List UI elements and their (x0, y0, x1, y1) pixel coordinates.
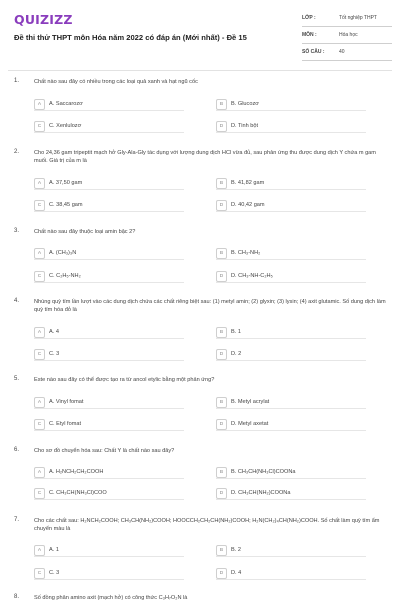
option-letter: D (216, 271, 227, 282)
meta-label: SỐ CÂU : (302, 49, 325, 55)
option-b[interactable] (216, 466, 366, 479)
option-text: D. Tinh bột (231, 123, 259, 129)
option-letter: D (216, 200, 227, 211)
meta-label: MÔN : (302, 32, 317, 38)
option-text: B. 41,82 gam (231, 180, 265, 186)
option-text: A. Saccarozơ (49, 101, 83, 107)
option-letter: C (34, 121, 45, 132)
question-number: 2. (14, 149, 20, 155)
question-number: 4. (14, 298, 20, 304)
option-text: D. CH₃CH(NH₂)COONa (231, 490, 291, 496)
option-letter: A (34, 178, 45, 189)
question-text: Chất nào sau đây có nhiều trong các loại quả xanh và hạt ngũ cốc (34, 79, 198, 85)
option-text: C. Etyl fomat (49, 421, 82, 427)
option-text: A. 1 (49, 547, 59, 553)
option-letter: D (216, 568, 227, 579)
option-text: C. 3 (49, 351, 60, 357)
option-text: A. Vinyl fomat (49, 399, 84, 405)
option-a[interactable] (34, 544, 184, 557)
option-b[interactable] (216, 326, 366, 339)
option-letter: B (216, 248, 227, 259)
option-text: D. 4 (231, 570, 242, 576)
option-c[interactable] (34, 120, 184, 133)
option-letter: C (34, 349, 45, 360)
question-text: Este nào sau đây có thể được tạo ra từ ancol etylic bằng một phản ứng? (34, 377, 215, 383)
option-letter: A (34, 99, 45, 110)
option-d[interactable] (216, 120, 366, 133)
option-d[interactable] (216, 270, 366, 283)
option-letter: B (216, 545, 227, 556)
meta-row-grade (302, 13, 392, 27)
option-letter: A (34, 397, 45, 408)
option-text: C. Xenlulozơ (49, 123, 82, 129)
option-c[interactable] (34, 567, 184, 580)
option-d[interactable] (216, 199, 366, 212)
option-letter: A (34, 545, 45, 556)
option-text: C. CH₃CH(NH₃Cl)COO (49, 490, 107, 496)
option-text: A. H₂NCH₂CH₂COOH (49, 469, 104, 475)
option-letter: D (216, 488, 227, 499)
option-b[interactable] (216, 177, 366, 190)
option-d[interactable] (216, 567, 366, 580)
option-a[interactable] (34, 326, 184, 339)
question-number: 6. (14, 447, 20, 453)
option-text: D. 2 (231, 351, 242, 357)
option-text: A. (CH₃)₃N (49, 250, 77, 256)
option-letter: B (216, 99, 227, 110)
option-letter: B (216, 467, 227, 478)
option-letter: B (216, 327, 227, 338)
meta-row-count (302, 47, 392, 61)
option-b[interactable] (216, 247, 366, 260)
option-c[interactable] (34, 270, 184, 283)
question-number: 5. (14, 376, 20, 382)
option-letter: D (216, 121, 227, 132)
option-text: B. CH₃CH(NH₃Cl)COONa (231, 469, 296, 475)
option-letter: D (216, 349, 227, 360)
question-number: 8. (14, 594, 20, 600)
option-c[interactable] (34, 348, 184, 361)
option-text: D. Metyl axetat (231, 421, 269, 427)
page-title: Đề thi thử THPT môn Hóa năm 2022 có đáp án (Mới nhất) - Đề 15 (14, 33, 247, 42)
option-a[interactable] (34, 396, 184, 409)
option-text: D. 40,42 gam (231, 202, 265, 208)
option-letter: C (34, 488, 45, 499)
option-text: B. 1 (231, 329, 241, 335)
option-c[interactable] (34, 199, 184, 212)
option-text: B. Glucozơ (231, 101, 259, 107)
option-letter: C (34, 419, 45, 430)
option-text: B. CH₃-NH₂ (231, 250, 261, 256)
quiz-meta (302, 13, 392, 64)
option-text: C. 38,45 gam (49, 202, 83, 208)
option-text: C. C₂H₅-NH₂ (49, 273, 81, 279)
meta-value: Tốt nghiệp THPT (339, 15, 377, 21)
option-letter: A (34, 248, 45, 259)
meta-value: 40 (339, 49, 345, 55)
option-letter: D (216, 419, 227, 430)
option-letter: B (216, 397, 227, 408)
option-text: B. 2 (231, 547, 241, 553)
question-text: Nhúng quỳ tím lần lượt vào các dung dịch chứa các chất riêng biệt sau: (1) metyl amin; (2) glyxin; (3) lysin; (4) axit glutamic. Số dung dịch làm quỳ tím hóa đỏ là (34, 299, 386, 313)
option-d[interactable] (216, 418, 366, 431)
question-number: 3. (14, 228, 20, 234)
option-text: A. 37,50 gam (49, 180, 83, 186)
option-text: A. 4 (49, 329, 59, 335)
option-d[interactable] (216, 348, 366, 361)
option-b[interactable] (216, 544, 366, 557)
question-text: Cho sơ đồ chuyển hóa sau: Chất Y là chất nào sau đây? (34, 448, 175, 454)
meta-value: Hóa học (339, 32, 358, 38)
option-letter: A (34, 327, 45, 338)
option-d[interactable] (216, 487, 366, 500)
quizizz-logo: QUIZIZZ (14, 12, 73, 27)
option-b[interactable] (216, 98, 366, 111)
option-text: C. 3 (49, 570, 60, 576)
question-text: Cho 24,36 gam tripeptit mạch hở Gly-Ala-Gly tác dụng với lượng dung dịch HCl vừa đủ, sau phản ứng thu được dung dịch Y chứa m gam muối. Giá trị của m là (34, 150, 376, 164)
option-letter: C (34, 200, 45, 211)
question-text: Số đồng phân amino axit (mạch hở) có công thức C₃H₇O₂N là (34, 595, 188, 600)
option-text: B. Metyl acrylat (231, 399, 270, 405)
option-a[interactable] (34, 98, 184, 111)
meta-row-subject (302, 30, 392, 44)
option-letter: A (34, 467, 45, 478)
question-text: Chất nào sau đây thuộc loại amin bậc 2? (34, 229, 136, 235)
header-divider (8, 70, 392, 71)
page-header (0, 0, 400, 64)
question-number: 1. (14, 78, 20, 84)
meta-label: LỚP : (302, 15, 316, 21)
option-a[interactable] (34, 177, 184, 190)
option-c[interactable] (34, 418, 184, 431)
option-letter: B (216, 178, 227, 189)
question-text: Cho các chất sau: H₂NCH₂COOH; CH₃CH(NH₂)COOH; HOOCCH₂CH₂CH(NH₂)COOH; H₂N(CH₂)₄CH(NH₂)COOH. Số chất làm quỳ tím ẩm chuyển màu là (34, 518, 380, 532)
question-number: 7. (14, 517, 20, 523)
option-b[interactable] (216, 396, 366, 409)
option-c[interactable] (34, 487, 184, 500)
option-letter: C (34, 271, 45, 282)
option-a[interactable] (34, 466, 184, 479)
option-a[interactable] (34, 247, 184, 260)
option-letter: C (34, 568, 45, 579)
option-text: D. CH₃-NH-C₂H₅ (231, 273, 273, 279)
